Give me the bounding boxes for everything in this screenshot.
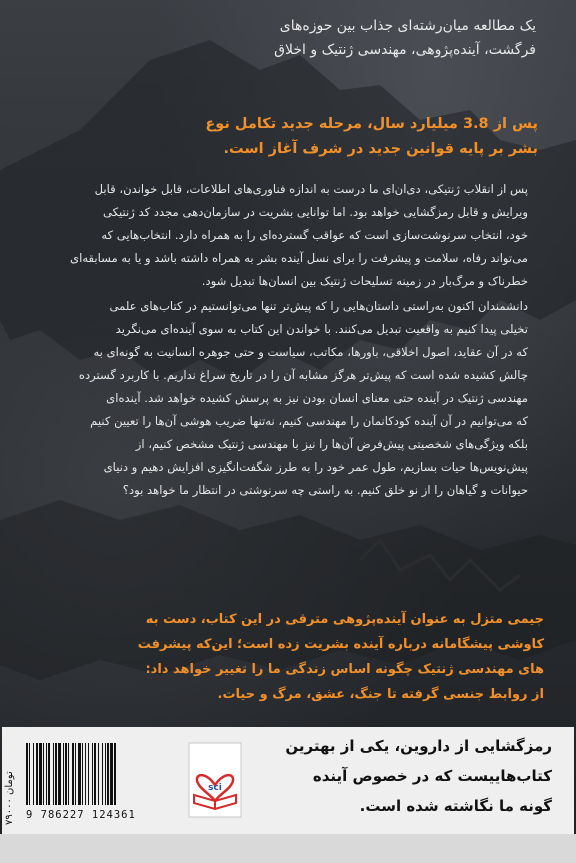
body-line: پیش‌نویس‌ها حیات بسازیم، طول عمر خود را به طرز شگفت‌انگیزی افزایش دهیم و دنیای [103, 460, 528, 474]
body-line: پس از انقلاب ژنتیکی، دی‌ان‌ای ما درست به اندازه فناوری‌های اطلاعات، قابل خواندن، قابل [94, 182, 528, 196]
body-line: مهندسی ژنتیک در آینده حتی معنای انسان بودن نیز به پرسش کشیده خواهد شد. آینده‌ای [106, 391, 528, 405]
body-line: که در آن عقاید، اصول اخلاقی، باورها، مکاتب، سیاست و حتی جوهره انسانیت به گونه‌ای به [93, 345, 528, 359]
barcode-bar [88, 743, 89, 805]
barcode-bar [85, 743, 86, 805]
body-line: که می‌توانیم در آن آینده کودکانمان را مهندسی کنیم، نه‌تنها ضریب هوشی آن‌ها را تعیین کنیم [90, 414, 528, 428]
publisher-logo [186, 741, 244, 819]
barcode-bar [55, 743, 57, 805]
highlight-line: پس از 3.8 میلیارد سال، مرحله جدید تکامل نوع [205, 116, 538, 132]
panel-line: گونه ما نگاشته شده است. [359, 797, 552, 815]
barcode-bar [82, 743, 83, 805]
barcode-bar [33, 743, 34, 805]
highlight-line: بشر بر پایه قوانین جدید در شرف آغاز است. [223, 141, 538, 157]
body-line: چالش کشیده شده است که پیش‌تر هرگز مشابه آن را در تاریخ سراغ نداریم. با کاربرد گسترده [78, 368, 528, 382]
barcode-bars [24, 743, 182, 805]
intro-line: فرگشت، آینده‌پژوهی، مهندسی ژنتیک و اخلاق [274, 42, 536, 58]
barcode-bar [110, 743, 113, 805]
price-label: ۷۹۰۰۰ تومان [4, 771, 15, 825]
barcode-bar [65, 743, 67, 805]
barcode-bar [68, 743, 69, 805]
barcode-bar [105, 743, 106, 805]
open-book-heart-icon [186, 741, 244, 819]
barcode-bar [29, 743, 30, 805]
bottom-line: کاوشی پیشگامانه درباره آینده بشریت زده است؛ این‌که پیشرفت [137, 637, 544, 652]
body-line: تخیلی پیدا کنیم به واقعیت تبدیل می‌کنند. با خواندن این کتاب به سوی آینده‌ای می‌نگرید [115, 322, 528, 336]
intro-line: یک مطالعه میان‌رشته‌ای جذاب بین حوزه‌های [279, 18, 536, 34]
barcode-bar [43, 743, 44, 805]
barcode-bar [102, 743, 103, 805]
barcode-bar [48, 743, 50, 805]
barcode [20, 737, 186, 825]
panel-line: کتاب‌هاییست که در خصوص آینده [312, 767, 552, 785]
body-line: حیوانات و گیاهان را از نو خلق کنیم. به راستی چه سرنوشتی در انتظار ما خواهد بود؟ [122, 483, 528, 497]
body-line: بلکه ویژگی‌های شخصیتی پیش‌فرض آن‌ها را نیز با مهندسی ژنتیک مشخص کنیم، از [135, 437, 528, 451]
barcode-bar [46, 743, 47, 805]
body-line: دانشمندان اکنون به‌راستی داستان‌هایی را که پیش‌تر تنها می‌توانستیم در کتاب‌های علمی [109, 299, 528, 313]
barcode-bar [39, 743, 42, 805]
body-line: ویرایش و قابل رمزگشایی خواهد بود. اما توانایی بشریت در سازمان‌دهی مجدد کد ژنتیکی [102, 205, 528, 219]
isbn-number: 9 786227 124361 [26, 809, 136, 821]
bottom-strip [0, 834, 576, 863]
barcode-bar [98, 743, 99, 805]
barcode-bar [75, 743, 76, 805]
barcode-bar [92, 743, 93, 805]
bottom-line: جیمی متزل به عنوان آینده‌پژوهی مترقی در این کتاب، دست به [145, 612, 544, 627]
logo-text: sci [208, 783, 222, 793]
barcode-bar [63, 743, 64, 805]
barcode-bar [36, 743, 38, 805]
body-line: خود، انتخاب سرنوشت‌سازی است که عواقب گسترده‌ای را به همراه دارد. انتخاب‌هایی که [101, 228, 528, 242]
barcode-bar [58, 743, 61, 805]
barcode-bar [53, 743, 54, 805]
bottom-panel [2, 727, 574, 834]
bottom-line: های مهندسی ژنتیک چگونه اساس زندگی ما را تغییر خواهد داد: [145, 662, 544, 677]
bottom-line: از روابط جنسی گرفته تا جنگ، عشق، مرگ و حیات. [217, 687, 544, 702]
barcode-bar [94, 743, 96, 805]
barcode-bar [107, 743, 109, 805]
barcode-bar [72, 743, 74, 805]
barcode-bar [78, 743, 81, 805]
barcode-bar [114, 743, 116, 805]
body-line: خطرناک و مرگ‌بار در زمینه تسلیحات ژنتیک بین انسان‌ها تبدیل شود. [201, 274, 528, 288]
body-line: می‌تواند رفاه، سلامت و پیشرفت را برای نسل آینده بشر به همراه داشته باشد و یا به مسابقه‌ای [70, 251, 528, 265]
barcode-bar [26, 743, 28, 805]
panel-line: رمزگشایی از داروین، یکی از بهترین [285, 737, 552, 755]
